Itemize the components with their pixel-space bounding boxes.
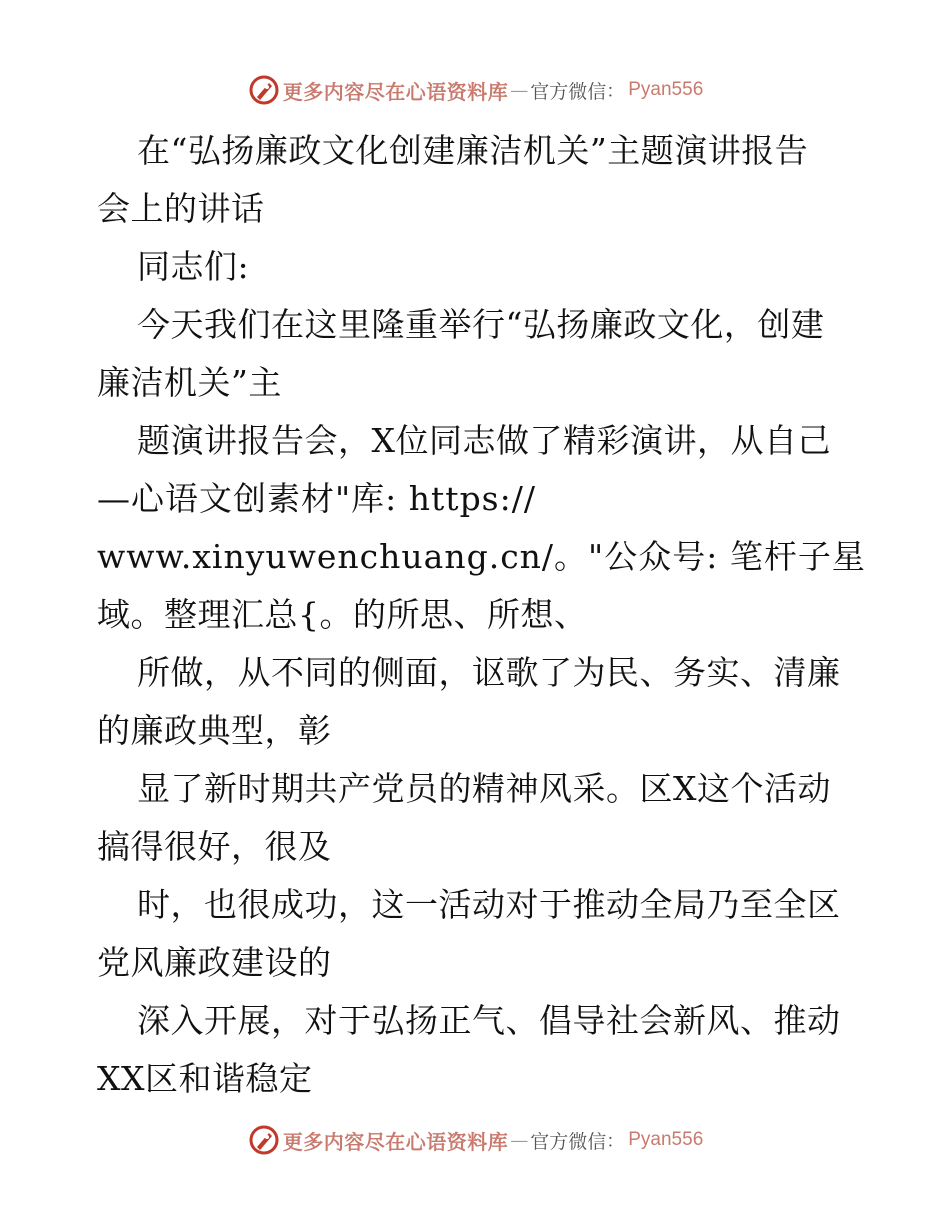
header-dash: —: [510, 79, 529, 101]
footer-banner: [0, 1120, 950, 1160]
paragraph-line: 深入开展，对于弘扬正气、倡导社会新风、推动: [137, 1001, 841, 1040]
paragraph-line: 所做，从不同的侧面，讴歌了为民、务实、清廉: [137, 653, 841, 692]
paragraph-line: 时，也很成功，这一活动对于推动全局乃至全区: [137, 885, 841, 924]
title-line-2: 会上的讲话: [97, 189, 265, 228]
paragraph-line: 题演讲报告会，X位同志做了精彩演讲，从自己: [137, 421, 831, 460]
footer-wechat-label: 官方微信: [530, 1130, 607, 1153]
paragraph-line: 今天我们在这里隆重举行“弘扬廉政文化，创建: [137, 305, 825, 344]
pen-nib-circle-icon: [247, 73, 281, 107]
pen-nib-circle-icon: [247, 1123, 281, 1157]
header-brand-text: 更多内容尽在心语资料库: [282, 79, 509, 104]
footer-wechat-id: Pyan556: [628, 1129, 704, 1150]
salutation: 同志们:: [137, 247, 250, 286]
footer-dash: —: [510, 1129, 529, 1151]
header-wechat-id: Pyan556: [628, 79, 704, 100]
paragraph-line: 显了新时期共产党员的精神风采。区X这个活动: [137, 769, 831, 808]
header-wechat-label: 官方微信: [530, 80, 607, 103]
header-banner: [0, 70, 950, 110]
paragraph-line: —心语文创素材"库: https://: [97, 479, 536, 518]
paragraph-line: www.xinyuwenchuang.cn/。"公众号: 笔杆子星: [97, 537, 866, 576]
footer-brand-text: 更多内容尽在心语资料库: [282, 1129, 509, 1154]
footer-colon: ：: [606, 1131, 625, 1152]
document-body: [97, 122, 866, 1108]
paragraph-line: 廉洁机关”主: [97, 363, 282, 402]
paragraph-line: XX区和谐稳定: [97, 1059, 313, 1098]
title-line-1: 在“弘扬廉政文化创建廉洁机关”主题演讲报告: [137, 131, 809, 170]
paragraph-line: 的廉政典型，彰: [97, 711, 332, 750]
paragraph-line: 域。整理汇总{。的所思、所想、: [97, 595, 588, 634]
header-colon: ：: [606, 81, 625, 102]
paragraph-line: 党风廉政建设的: [97, 943, 332, 982]
paragraph-line: 搞得很好，很及: [97, 827, 332, 866]
